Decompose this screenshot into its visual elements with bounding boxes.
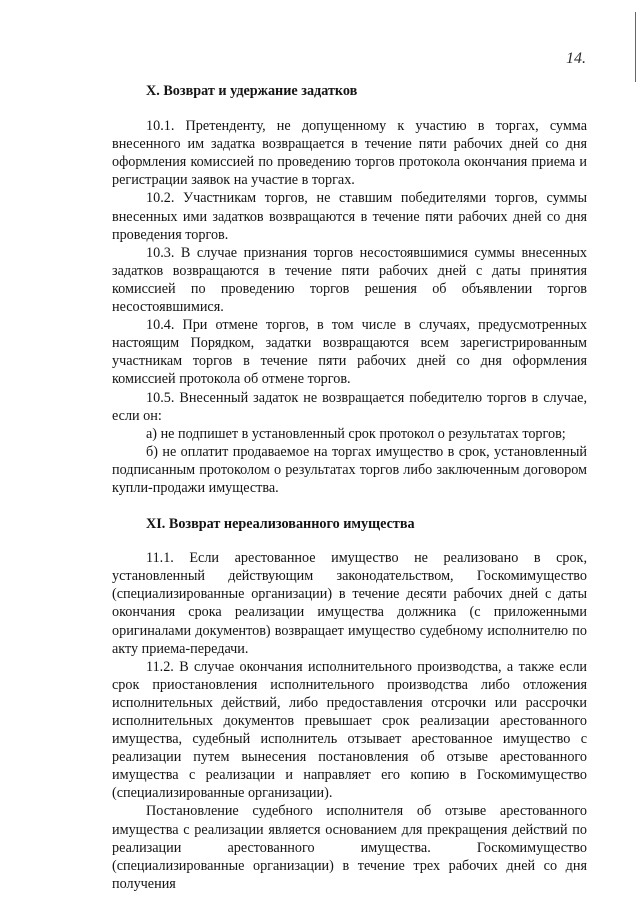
paragraph-10-3: 10.3. В случае признания торгов несостоявшимися суммы внесенных задатков возвращаются в течение пяти рабочих дней с даты принятия комиссией по проведению торгов решения об объявлении торгов несостоявшимися. <box>112 244 587 316</box>
paragraph-10-5: 10.5. Внесенный задаток не возвращается победителю торгов в случае, если он: <box>112 389 587 424</box>
page-number: 14. <box>566 50 586 67</box>
paragraph-10-1: 10.1. Претенденту, не допущенному к участию в торгах, сумма внесенного им задатка возвращается в течение пяти рабочих дней со дня оформления комиссией по проведению торгов протокола окончания приема и регистрации заявок на участие в торгах. <box>112 118 587 189</box>
paragraph-11-2-cont: Постановление судебного исполнителя об отзыве арестованного имущества с реализации является основанием для прекращения действий по реализации арестованного имущества. Госкомимущество (специализированные организации) в течение трех рабочих дней со дня получения <box>112 803 587 892</box>
section-x-title: X. Возврат и удержание задатков <box>146 83 358 99</box>
paragraph-10-2: 10.2. Участникам торгов, не ставшим победителями торгов, суммы внесенных ими задатков возвращаются в течение пяти рабочих дней со дня проведения торгов. <box>112 190 587 243</box>
section-xi-title: XI. Возврат нереализованного имущества <box>146 516 415 533</box>
paragraph-10-5-a: а) не подпишет в установленный срок протокол о результатах торгов; <box>146 425 566 442</box>
document-body <box>112 82 587 893</box>
paragraph-11-1: 11.1. Если арестованное имущество не реализовано в срок, установленный действующим законодательством, Госкомимущество (специализированные организации) в течение десяти рабочих дней с даты окончания срока реализации имущества должника (с приложенными оригиналами документов) возвращает имущество судебному исполнителю по акту приема-передачи. <box>112 550 587 657</box>
paragraph-11-2: 11.2. В случае окончания исполнительного производства, а также если срок приостановления исполнительного производства либо отложения исполнительных действий, либо предоставления отсрочки или рассрочки исполнительных документов превышает срок реализации арестованного имущества, судебный исполнитель отзывает арестованное имущество с реализации путем вынесения постановления об отзыве арестованного имущества с реализации и направляет его копию в Госкомимущество (специализированные организации). <box>112 658 587 802</box>
paragraph-10-5-b: б) не оплатит продаваемое на торгах имущество в срок, установленный подписанным протоколом о результатах торгов либо заключенным договором купли-продажи имущества. <box>112 443 587 496</box>
paragraph-10-4: 10.4. При отмене торгов, в том числе в случаях, предусмотренных настоящим Порядком, задатки возвращаются всем зарегистрированным участникам торгов в течение пяти рабочих дней со дня оформления комиссией протокола об отмене торгов. <box>112 317 587 388</box>
page-edge-line <box>635 12 636 82</box>
